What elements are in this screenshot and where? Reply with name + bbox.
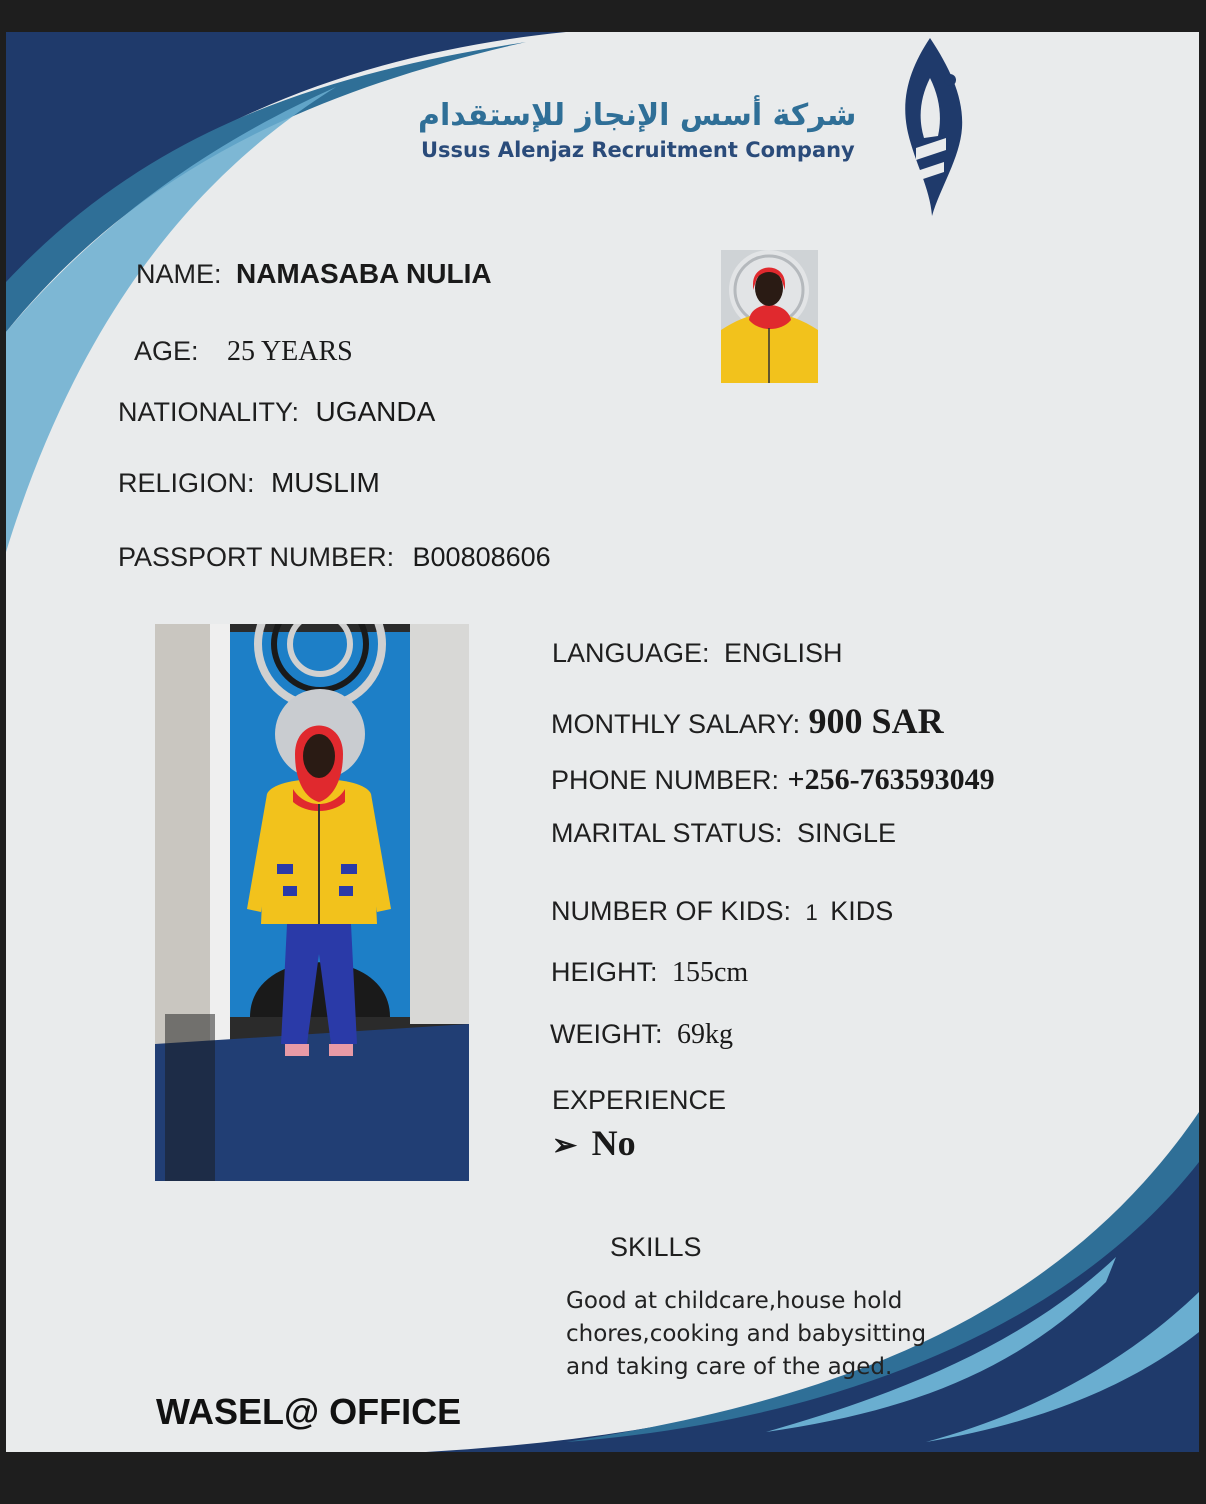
weight-value: 69kg <box>676 1019 733 1050</box>
language-row <box>552 638 843 669</box>
age-value: 25 YEARS <box>226 336 353 367</box>
name-label: NAME: <box>136 259 222 289</box>
kids-row <box>551 896 893 927</box>
height-value: 155cm <box>671 957 749 988</box>
experience-value: No <box>591 1123 636 1163</box>
name-value: NAMASABA NULIA <box>235 258 492 289</box>
skills-text: Good at childcare,house hold chores,cooking and babysitting and taking care of the aged. <box>566 1288 927 1380</box>
age-label: AGE: <box>134 336 199 366</box>
height-label: HEIGHT: <box>551 957 658 987</box>
kids-label: NUMBER OF KIDS: <box>551 896 792 926</box>
religion-label: RELIGION: <box>118 468 255 498</box>
phone-value: +256-763593049 <box>787 763 995 796</box>
phone-label: PHONE NUMBER: <box>551 765 780 795</box>
nationality-label: NATIONALITY: <box>118 397 300 427</box>
experience-heading: EXPERIENCE <box>552 1085 727 1115</box>
passport-label: PASSPORT NUMBER: <box>118 542 395 572</box>
name-row <box>136 258 492 290</box>
salary-row <box>551 700 944 742</box>
weight-row <box>550 1019 733 1051</box>
salary-label: MONTHLY SALARY: <box>551 709 801 739</box>
company-name-arabic: شركة أسس الإنجاز للإستقدام <box>418 98 857 133</box>
height-row <box>551 957 748 989</box>
company-name-english: Ussus Alenjaz Recruitment Company <box>421 138 855 162</box>
marital-value: SINGLE <box>796 818 897 848</box>
portrait-photo <box>721 250 818 383</box>
skills-heading: SKILLS <box>610 1232 702 1262</box>
marital-row <box>551 818 896 849</box>
passport-value: B00808606 <box>412 542 551 572</box>
company-logo-icon <box>890 38 970 216</box>
language-value: ENGLISH <box>724 638 843 668</box>
cv-sheet <box>6 32 1199 1452</box>
religion-value: MUSLIM <box>270 467 380 498</box>
age-row <box>134 336 353 368</box>
passport-row <box>118 542 551 573</box>
office-footer: WASEL@ OFFICE <box>156 1391 462 1432</box>
nationality-row <box>118 396 435 428</box>
kids-value: 1 <box>805 900 818 925</box>
salary-value: 900 SAR <box>808 701 944 741</box>
phone-row <box>551 763 995 797</box>
arrow-bullet-icon: ➢ <box>552 1129 578 1162</box>
kids-unit: KIDS <box>830 896 894 926</box>
weight-label: WEIGHT: <box>550 1019 663 1049</box>
language-label: LANGUAGE: <box>552 638 710 668</box>
marital-label: MARITAL STATUS: <box>551 818 783 848</box>
nationality-value: UGANDA <box>315 396 436 427</box>
religion-row <box>118 467 380 499</box>
experience-row <box>552 1122 636 1164</box>
full-length-photo <box>155 624 469 1181</box>
